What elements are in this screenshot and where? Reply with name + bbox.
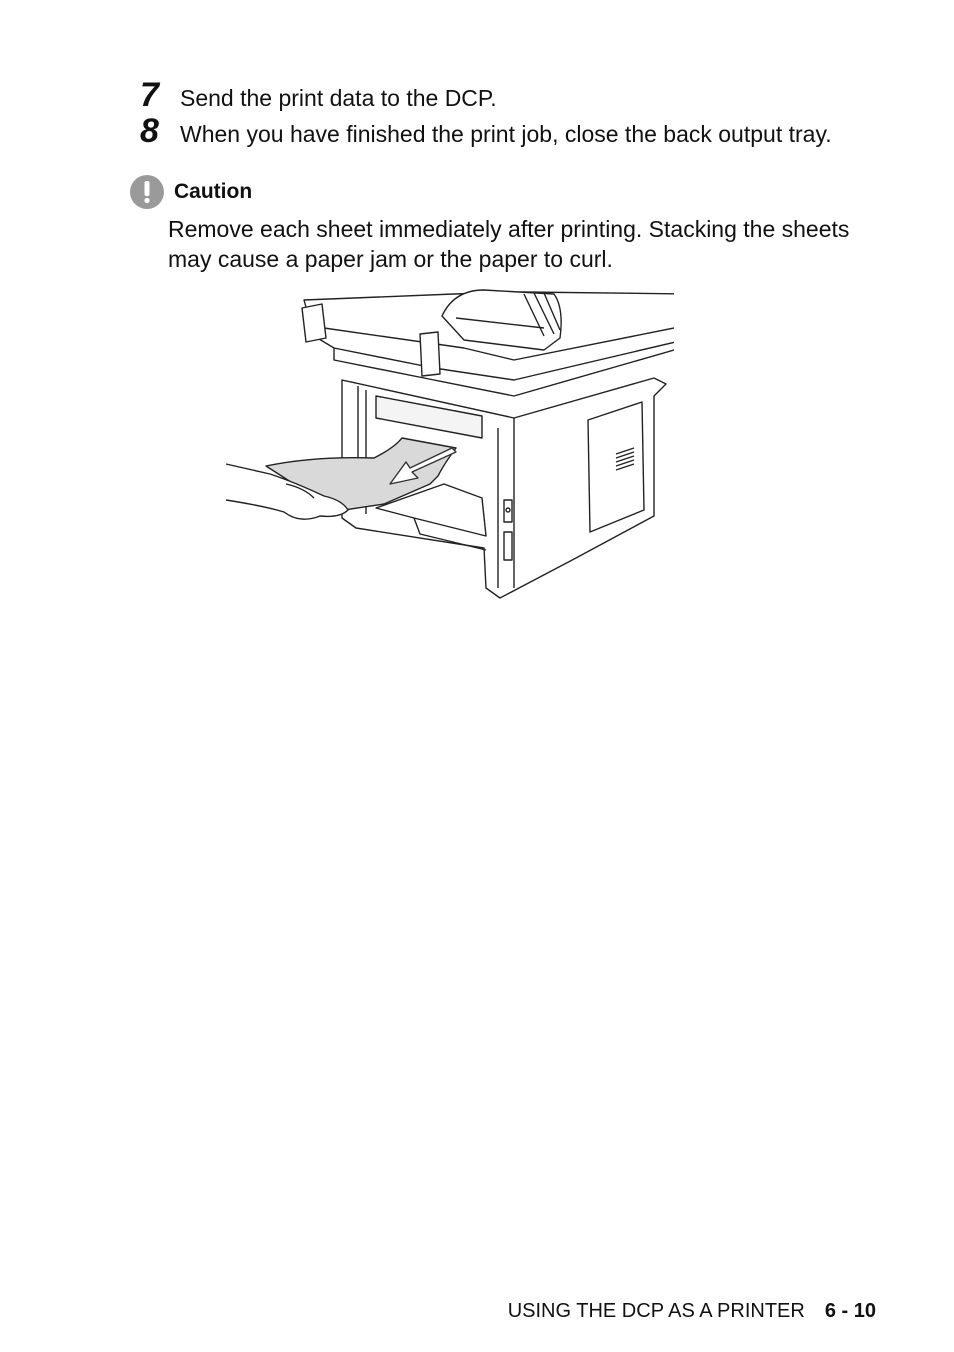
step-text: Send the print data to the DCP.: [180, 85, 497, 111]
step-8: [140, 114, 832, 148]
step-number: 8: [140, 112, 159, 150]
step-number: 7: [140, 76, 159, 114]
caution-text: Remove each sheet immediately after printing. Stacking the sheets may cause a paper jam or the paper to curl.: [168, 216, 850, 272]
step-7: [140, 78, 497, 112]
step-text: When you have finished the print job, close the back output tray.: [180, 121, 832, 147]
caution-label: Caution: [174, 180, 253, 203]
page-number: 6 - 10: [824, 1300, 876, 1322]
printer-back-tray-illustration: [224, 288, 674, 602]
page-footer: [508, 1300, 876, 1323]
exclamation-icon: [130, 175, 164, 209]
footer-section: USING THE DCP AS A PRINTER: [507, 1300, 805, 1322]
caution-heading: [130, 175, 252, 209]
